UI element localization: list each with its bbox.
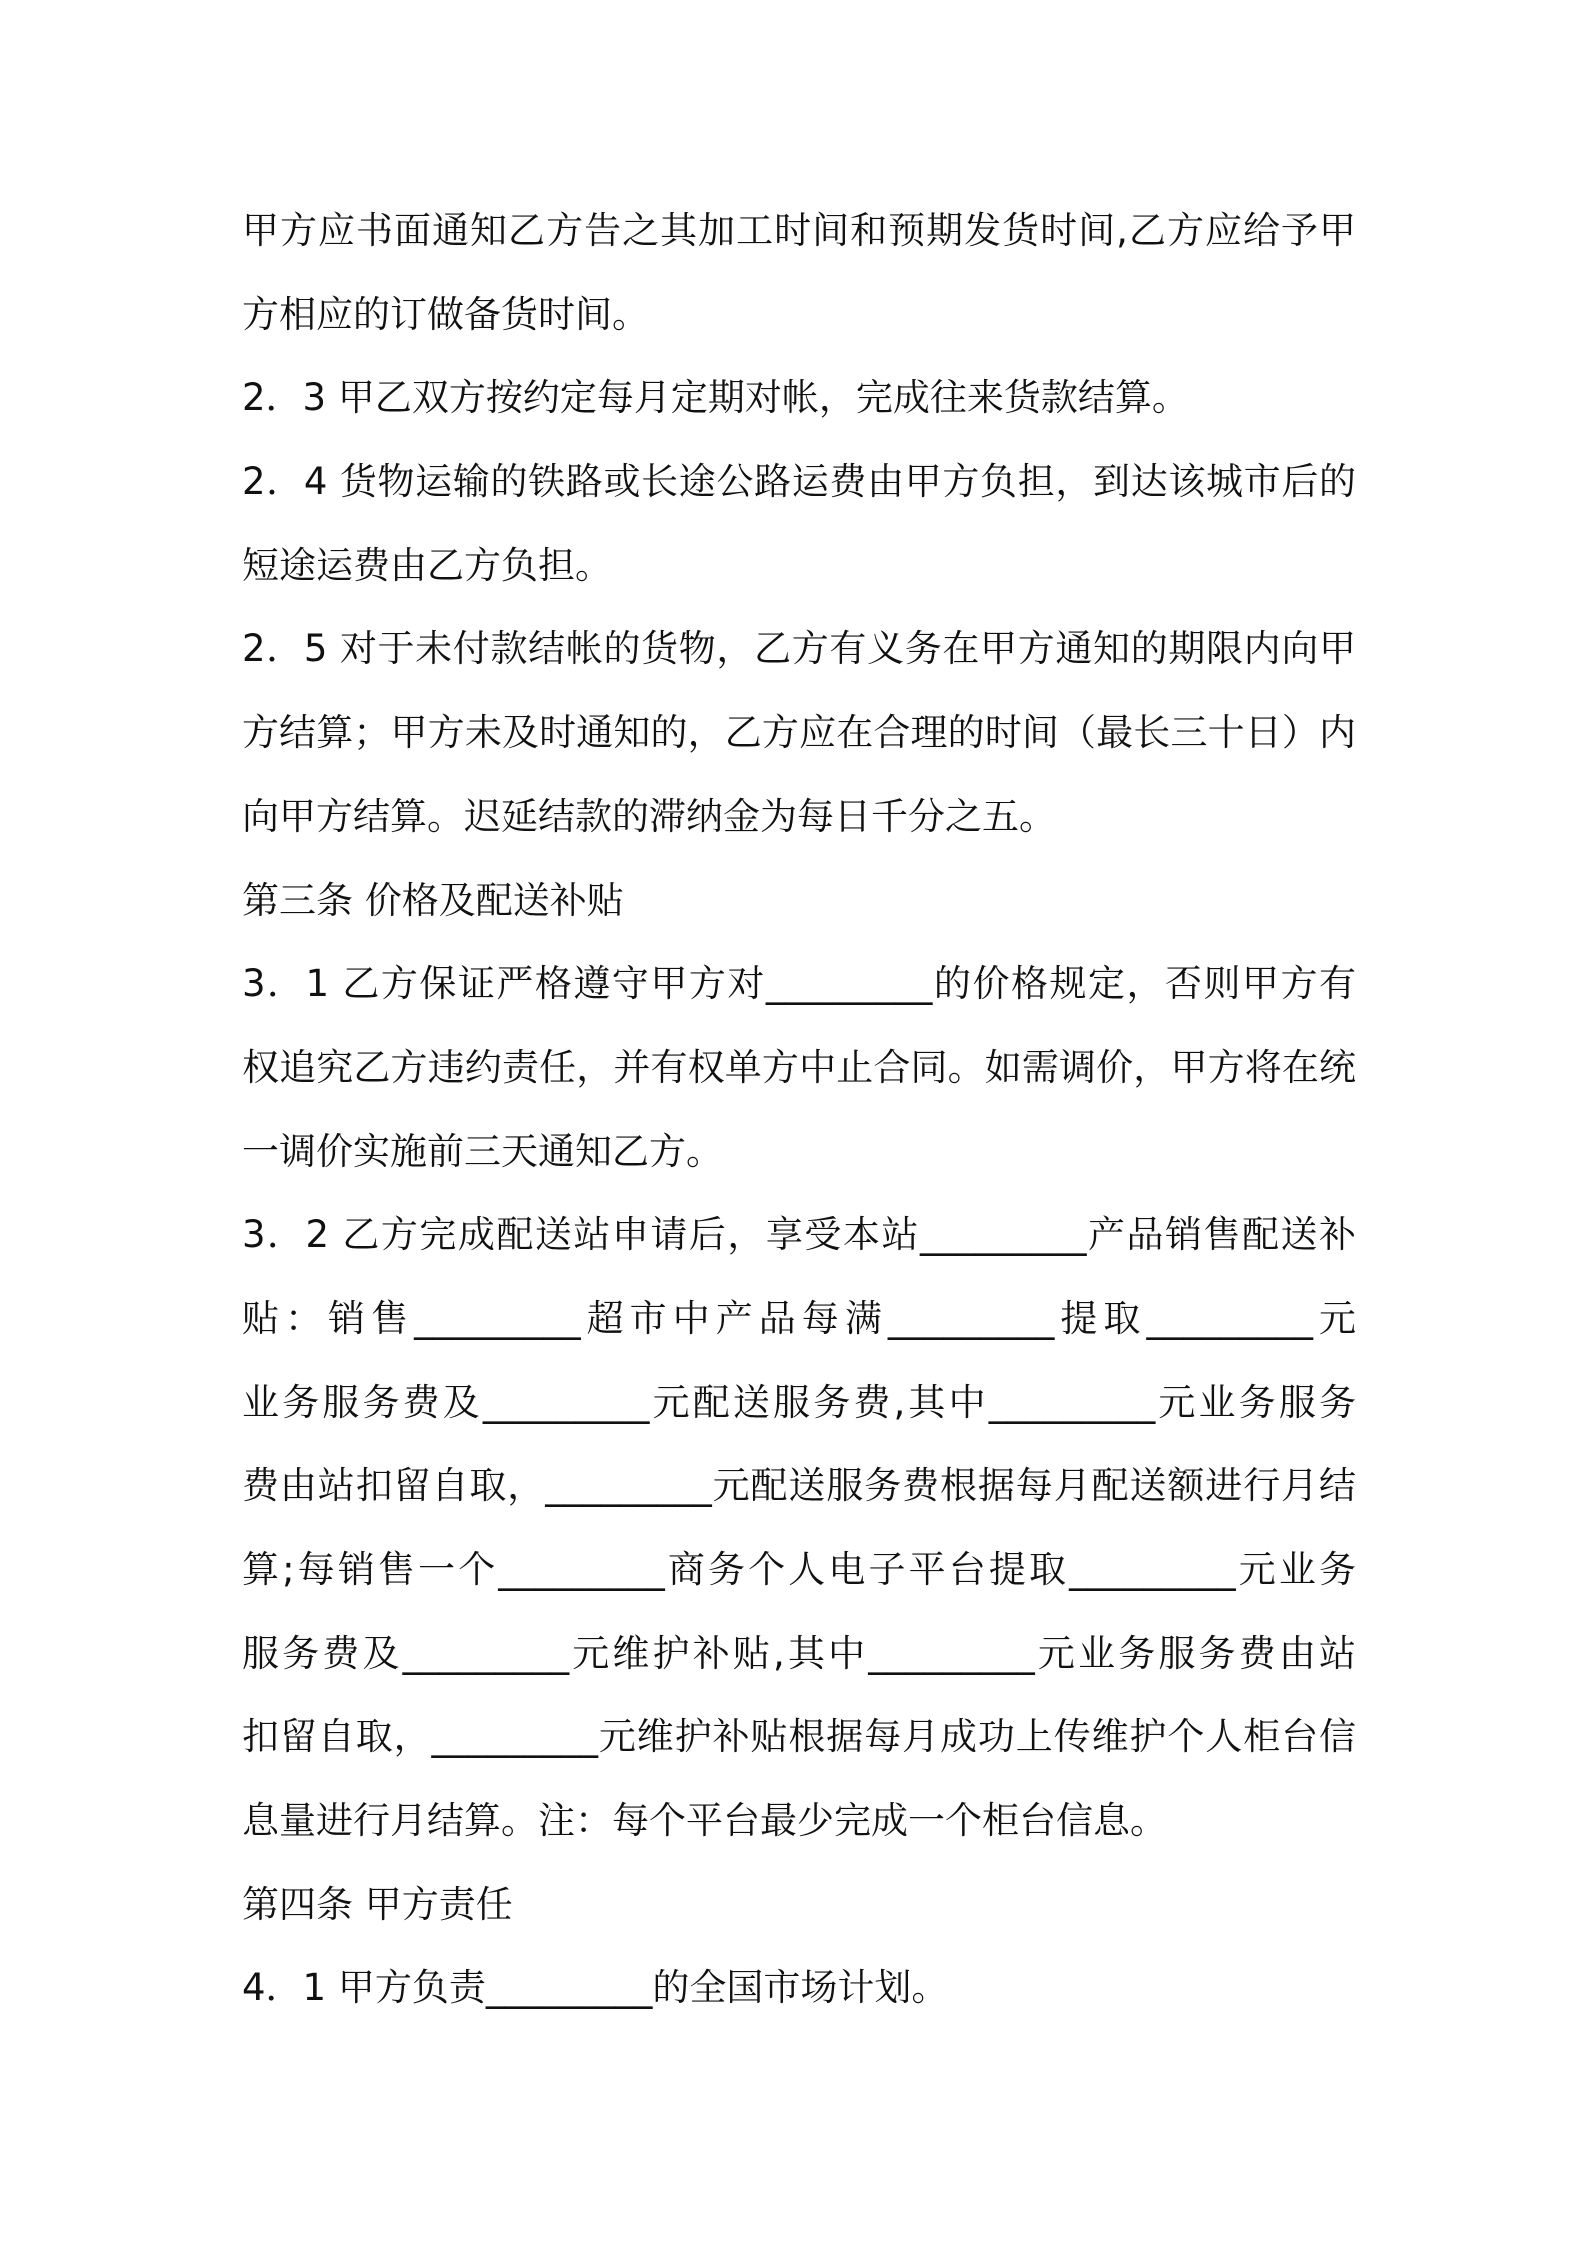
text-line: 方结算；甲方未及时通知的，乙方应在合理的时间（最长三十日）内 — [242, 711, 1356, 755]
text-line: 息量进行月结算。注：每个平台最少完成一个柜台信息。 — [242, 1799, 1167, 1843]
clause-2-4: 2．4 货物运输的铁路或长途公路运费由甲方负担，到达该城市后的 — [242, 460, 1356, 504]
text-line: 短途运费由乙方负担。 — [242, 543, 612, 587]
text-line: 服务费及_________元维护补贴,其中_________元业务服务费由站 — [242, 1631, 1356, 1675]
text-line: 业务服务费及_________元配送服务费,其中_________元业务服务 — [242, 1380, 1356, 1424]
clause-2-5: 2．5 对于未付款结帐的货物，乙方有义务在甲方通知的期限内向甲 — [242, 627, 1356, 671]
clause-2-3: 2．3 甲乙双方按约定每月定期对帐，完成往来货款结算。 — [242, 376, 1189, 420]
text-line: 向甲方结算。迟延结款的滞纳金为每日千分之五。 — [242, 794, 1056, 838]
text-line: 方相应的订做备货时间。 — [242, 292, 649, 336]
document-body — [242, 189, 1356, 2030]
section-heading-article-4: 第四条 甲方责任 — [242, 1882, 513, 1926]
text-line: 贴：销售_________超市中产品每满_________提取_________元 — [242, 1296, 1356, 1340]
text-line: 扣留自取，_________元维护补贴根据每月成功上传维护个人柜台信 — [242, 1715, 1356, 1759]
text-line: 权追究乙方违约责任，并有权单方中止合同。如需调价，甲方将在统 — [242, 1045, 1356, 1089]
clause-3-2: 3．2 乙方完成配送站申请后，享受本站_________产品销售配送补 — [242, 1213, 1356, 1257]
clause-3-1: 3．1 乙方保证严格遵守甲方对_________的价格规定，否则甲方有 — [242, 962, 1356, 1006]
text-line: 费由站扣留自取，_________元配送服务费根据每月配送额进行月结 — [242, 1464, 1356, 1508]
clause-4-1: 4．1 甲方负责_________的全国市场计划。 — [242, 1966, 949, 2010]
text-line: 一调价实施前三天通知乙方。 — [242, 1129, 723, 1173]
text-line: 甲方应书面通知乙方告之其加工时间和预期发货时间,乙方应给予甲 — [242, 209, 1356, 252]
section-heading-article-3: 第三条 价格及配送补贴 — [242, 878, 624, 922]
text-line: 算;每销售一个_________商务个人电子平台提取_________元业务 — [242, 1548, 1356, 1591]
